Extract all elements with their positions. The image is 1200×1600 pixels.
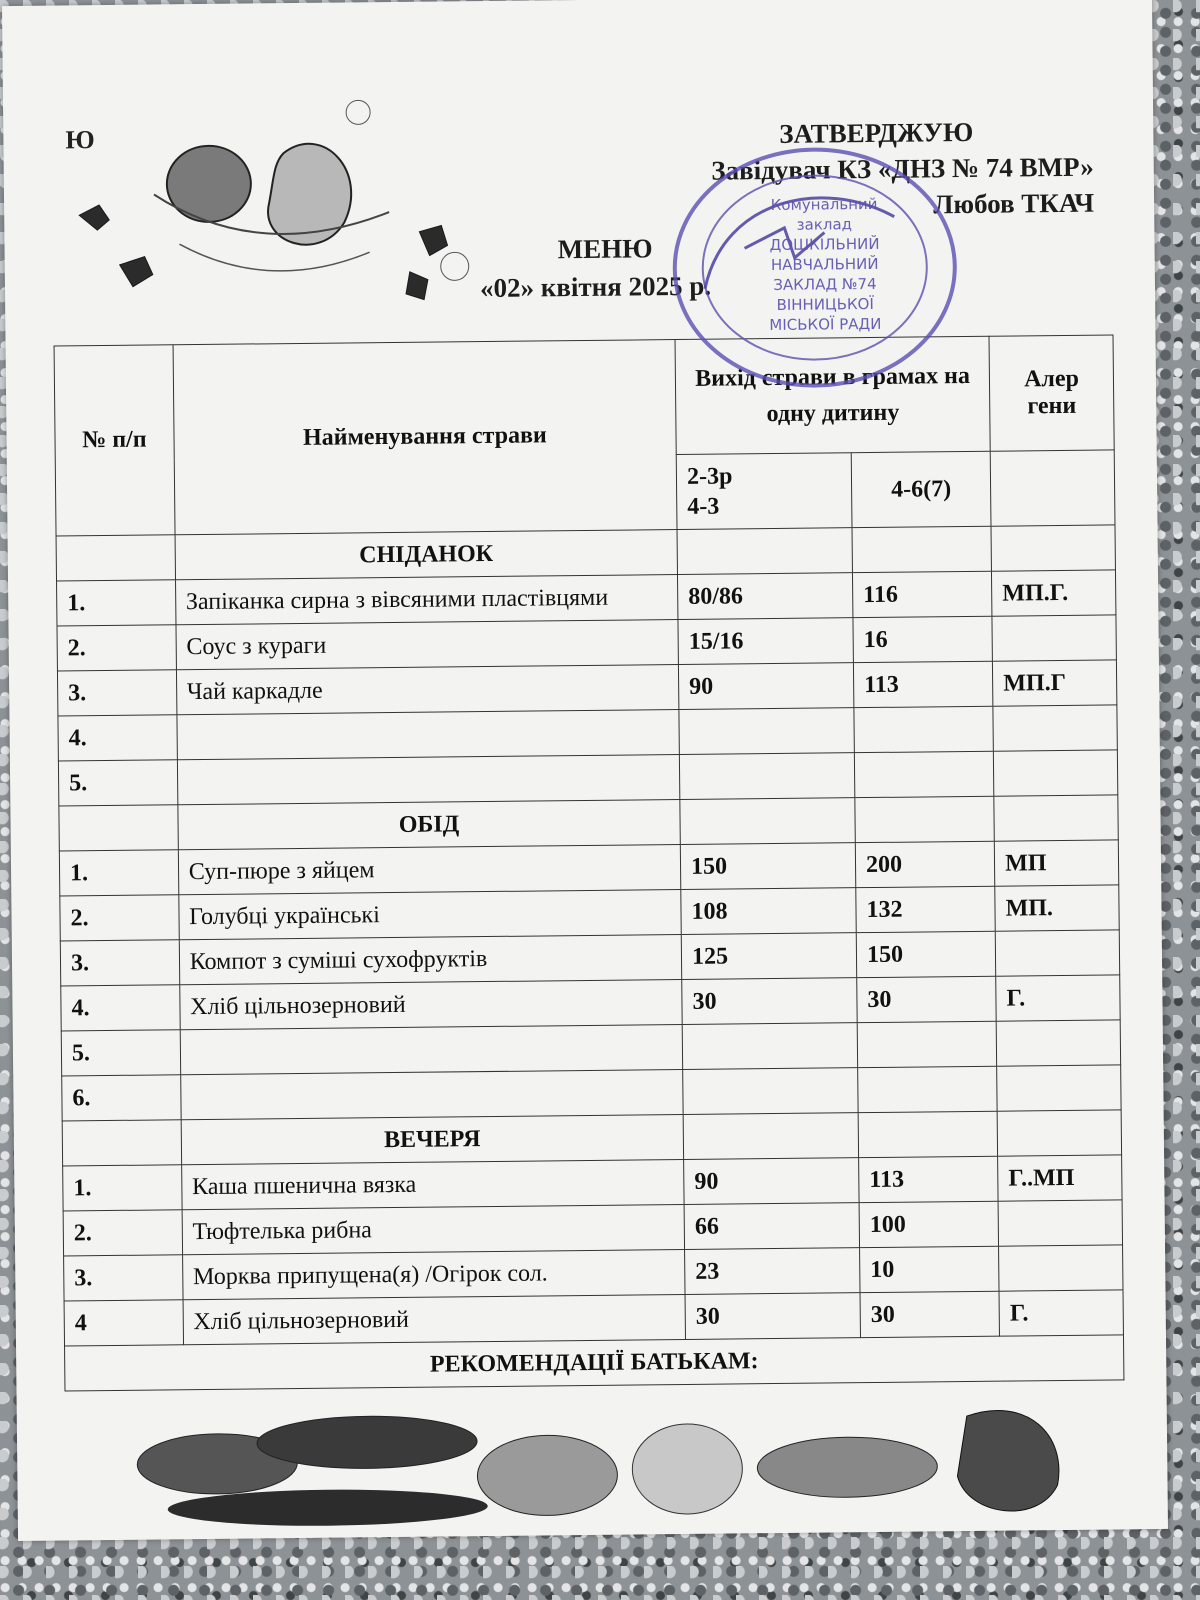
allergens (998, 1200, 1122, 1246)
row-number: 5. (61, 1030, 180, 1076)
section-cell-empty (852, 526, 992, 572)
approve-name: Любов ТКАЧ (933, 187, 1095, 220)
corner-letter: Ю (65, 125, 95, 155)
vegetables-illustration (126, 1375, 1088, 1535)
allergens (999, 1245, 1123, 1291)
section-cell-empty (677, 528, 852, 575)
row-number: 1. (57, 580, 176, 626)
col-header-allergens: Алер гени (989, 335, 1114, 451)
portion-age-a: 66 (684, 1203, 859, 1250)
portion-age-b: 113 (859, 1156, 999, 1202)
allergens (995, 930, 1119, 976)
approve-position: Завідувач КЗ «ДНЗ № 74 ВМР» (711, 151, 1094, 186)
dish-name: Соус з кураги (176, 620, 679, 670)
menu-sheet (2, 0, 1168, 1541)
portion-age-b: 132 (856, 886, 996, 932)
allergens: МП.Г. (992, 570, 1116, 616)
portion-age-b (858, 1066, 998, 1112)
allergens: Г. (996, 975, 1120, 1021)
dish-name: Тюфтелька рибна (182, 1204, 685, 1254)
portion-age-a: 108 (681, 888, 856, 935)
row-number: 3. (57, 670, 176, 716)
allergens: МП.Г (993, 660, 1117, 706)
menu-table (54, 334, 1125, 1391)
portion-age-a: 23 (685, 1248, 860, 1295)
allergens (994, 750, 1118, 796)
dish-name: Морква припущена(я) /Огірок сол. (182, 1249, 685, 1299)
section-cell-empty (683, 1113, 858, 1160)
dish-name (177, 710, 680, 760)
stamp-text-line: ВІННИЦЬКОЇ (776, 294, 874, 314)
row-number: 4. (61, 985, 180, 1031)
portion-age-b: 30 (860, 1291, 1000, 1337)
col-subheader-age-a (676, 453, 852, 530)
allergens (996, 1020, 1120, 1066)
recommendations-heading: РЕКОМЕНДАЦІЇ БАТЬКАМ: (65, 1335, 1124, 1391)
portion-age-a (683, 1068, 858, 1115)
row-number: 2. (57, 625, 176, 671)
allergens (997, 1065, 1121, 1111)
portion-age-a: 125 (681, 933, 856, 980)
dish-name: Суп-пюре з яйцем (178, 845, 681, 895)
portion-age-a: 90 (678, 663, 853, 710)
fruit-ornament-illustration (58, 91, 480, 315)
col-header-name: Найменування страви (173, 340, 677, 535)
stamp-text-line: ЗАКЛАД №74 (773, 274, 877, 295)
portion-age-a: 30 (685, 1293, 860, 1340)
section-cell-empty (994, 795, 1118, 841)
section-cell-empty (56, 535, 175, 581)
portion-age-b: 30 (857, 976, 997, 1022)
section-cell-empty (858, 1111, 998, 1157)
section-title: ВЕЧЕРЯ (181, 1114, 684, 1164)
portion-age-a (679, 708, 854, 755)
section-cell-empty (991, 525, 1115, 571)
allergens: МП. (995, 885, 1119, 931)
portion-age-a: 150 (680, 843, 855, 890)
allergens: Г..МП (998, 1155, 1122, 1201)
portion-age-b: 16 (853, 616, 993, 662)
row-number: 1. (63, 1165, 182, 1211)
row-number: 3. (64, 1255, 183, 1301)
portion-age-b (854, 706, 994, 752)
portion-age-b (857, 1021, 997, 1067)
official-stamp (663, 136, 966, 399)
row-number: 1. (59, 850, 178, 896)
allergens: МП (994, 840, 1118, 886)
row-number: 5. (58, 760, 177, 806)
col-header-output: Вихід страви в грамах на одну дитину (675, 336, 990, 454)
dish-name: Каша пшенична вязка (181, 1159, 684, 1209)
portion-age-b: 116 (852, 571, 992, 617)
row-number: 2. (63, 1210, 182, 1256)
portion-age-a: 15/16 (678, 618, 853, 665)
portion-age-a: 30 (682, 978, 857, 1025)
section-cell-empty (855, 796, 995, 842)
row-number: 2. (60, 895, 179, 941)
allergens (992, 615, 1116, 661)
portion-age-b: 113 (853, 661, 993, 707)
section-cell-empty (997, 1110, 1121, 1156)
menu-table-body (56, 525, 1123, 1346)
dish-name: Чай каркадле (176, 665, 679, 715)
dish-name: Голубці українські (178, 890, 681, 940)
portion-age-b: 100 (859, 1201, 999, 1247)
section-cell-empty (62, 1120, 181, 1166)
dish-name: Компот з суміші сухофруктів (179, 935, 682, 985)
portion-age-a: 80/86 (678, 573, 853, 620)
row-number: 4 (64, 1300, 183, 1346)
dish-name (180, 1069, 683, 1119)
col-subheader-age-a-line2: 4-3 (687, 493, 720, 520)
allergens (993, 705, 1117, 751)
menu-date: «02» квітня 2025 р. (479, 270, 712, 304)
col-header-number: № п/п (54, 345, 175, 536)
row-number: 4. (58, 715, 177, 761)
section-cell-empty (680, 798, 855, 845)
portion-age-b: 150 (856, 931, 996, 977)
portion-age-a (679, 753, 854, 800)
menu-title: МЕНЮ (557, 233, 653, 265)
dish-name (177, 755, 680, 805)
stamp-text-line: НАВЧАЛЬНИЙ (770, 254, 879, 275)
portion-age-b (854, 751, 994, 797)
approve-title: ЗАТВЕРДЖУЮ (779, 116, 974, 149)
stamp-text-line: ДОШКІЛЬНИЙ (769, 234, 880, 255)
row-number: 6. (62, 1075, 181, 1121)
col-subheader-allergens-empty (990, 450, 1115, 526)
stamp-text-line: заклад (796, 215, 853, 234)
dish-name: Запіканка сирна з вівсяними пластівцями (175, 575, 678, 625)
portion-age-a (682, 1023, 857, 1070)
col-subheader-age-b: 4-6(7) (851, 451, 991, 527)
dish-name: Хліб цільнозерновий (179, 979, 682, 1029)
portion-age-b: 200 (855, 841, 995, 887)
dish-name (180, 1024, 683, 1074)
allergens: Г. (999, 1290, 1123, 1336)
section-cell-empty (59, 805, 178, 851)
col-subheader-age-a-line1: 2-3р (686, 463, 733, 490)
portion-age-a: 90 (684, 1158, 859, 1205)
portion-age-b: 10 (860, 1246, 1000, 1292)
section-title: ОБІД (178, 800, 681, 850)
stamp-text-line: МІСЬКОЇ РАДИ (769, 314, 882, 335)
stamp-text-line: Комунальний (770, 194, 878, 215)
row-number: 3. (60, 940, 179, 986)
dish-name: Хліб цільнозерновий (183, 1294, 686, 1344)
section-title: СНІДАНОК (175, 530, 678, 580)
